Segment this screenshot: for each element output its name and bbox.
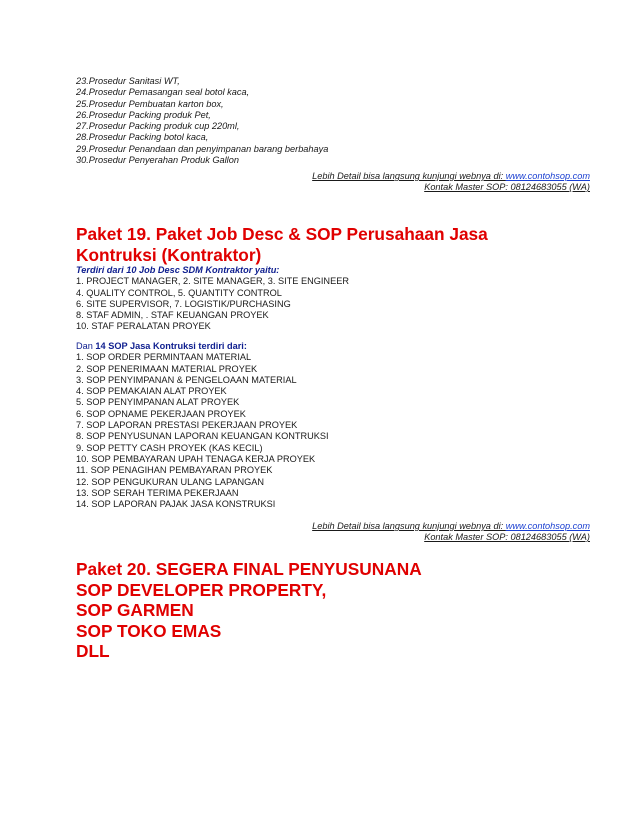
list-item: 23.Prosedur Sanitasi WT, xyxy=(76,76,180,86)
list-item: 8. STAF ADMIN, . STAF KEUANGAN PROYEK xyxy=(76,310,269,321)
list-item: 12. SOP PENGUKURAN ULANG LAPANGAN xyxy=(76,476,265,487)
list-item: 4. QUALITY CONTROL, 5. QUANTITY CONTROL xyxy=(76,287,282,298)
contact-line: Kontak Master SOP: 08124683055 (WA) xyxy=(424,532,590,543)
list-item: 10. STAF PERALATAN PROYEK xyxy=(76,321,211,332)
list-item: 8. SOP PENYUSUNAN LAPORAN KEUANGAN KONTRUKSI xyxy=(76,431,329,442)
list-item: 11. SOP PENAGIHAN PEMBAYARAN PROYEK xyxy=(76,465,273,476)
list-item: 5. SOP PENYIMPANAN ALAT PROYEK xyxy=(76,397,240,408)
list-item: 13. SOP SERAH TERIMA PEKERJAAN xyxy=(76,487,239,498)
website-link[interactable]: www.contohsop.com xyxy=(505,521,590,531)
list-item: 6. SITE SUPERVISOR, 7. LOGISTIK/PURCHASING xyxy=(76,298,291,309)
sop-list xyxy=(76,352,329,510)
list-item: 28.Prosedur Packing botol kaca, xyxy=(76,132,209,143)
heading-line: Paket 20. SEGERA FINAL PENYUSUNANA xyxy=(76,559,422,579)
paket-19-heading: Paket 19. Paket Job Desc & SOP Perusahaan Jasa Kontruksi (Kontraktor) xyxy=(76,224,488,265)
detail-line xyxy=(312,521,590,532)
list-item: 25.Prosedur Pembuatan karton box, xyxy=(76,98,224,109)
list-item: 9. SOP PETTY CASH PROYEK (KAS KECIL) xyxy=(76,442,263,453)
sop-section xyxy=(76,341,329,510)
procedure-list-continued xyxy=(76,76,328,166)
website-link[interactable]: www.contohsop.com xyxy=(505,171,590,181)
paket-20-heading xyxy=(76,559,556,662)
list-item: 14. SOP LAPORAN PAJAK JASA KONSTRUKSI xyxy=(76,499,276,510)
sop-intro-bold: 14 SOP Jasa Kontruksi terdiri dari: xyxy=(95,341,247,351)
heading-line: SOP DEVELOPER PROPERTY, xyxy=(76,579,327,600)
list-item: 24.Prosedur Pemasangan seal botol kaca, xyxy=(76,87,250,98)
heading-line: DLL xyxy=(76,641,110,661)
list-item: 29.Prosedur Penandaan dan penyimpanan barang berbahaya xyxy=(76,143,329,154)
list-item: 10. SOP PEMBAYARAN UPAH TENAGA KERJA PROYEK xyxy=(76,453,316,464)
contact-info-block xyxy=(312,521,590,543)
sop-intro xyxy=(76,341,329,352)
list-item: 1. SOP ORDER PERMINTAAN MATERIAL xyxy=(76,352,252,363)
list-item: 2. SOP PENERIMAAN MATERIAL PROYEK xyxy=(76,363,258,374)
list-item: 4. SOP PEMAKAIAN ALAT PROYEK xyxy=(76,386,227,397)
list-item: 27.Prosedur Packing produk cup 220ml, xyxy=(76,121,240,132)
detail-prefix: Lebih Detail bisa langsung kunjungi webnya di: xyxy=(312,521,506,531)
list-item: 6. SOP OPNAME PEKERJAAN PROYEK xyxy=(76,408,246,419)
detail-line xyxy=(312,171,590,182)
detail-prefix: Lebih Detail bisa langsung kunjungi webnya di: xyxy=(312,171,506,181)
list-item: 30.Prosedur Penyerahan Produk Gallon xyxy=(76,155,239,166)
heading-line: SOP GARMEN xyxy=(76,600,194,620)
list-item: 7. SOP LAPORAN PRESTASI PEKERJAAN PROYEK xyxy=(76,420,298,431)
contact-line: Kontak Master SOP: 08124683055 (WA) xyxy=(424,182,590,193)
list-item: 1. PROJECT MANAGER, 2. SITE MANAGER, 3. SITE ENGINEER xyxy=(76,276,349,287)
contact-info-block xyxy=(312,171,590,193)
list-item: 26.Prosedur Packing produk Pet, xyxy=(76,109,211,120)
list-item: 3. SOP PENYIMPANAN & PENGELOAAN MATERIAL xyxy=(76,374,297,385)
job-desc-list xyxy=(76,276,349,332)
heading-line: SOP TOKO EMAS xyxy=(76,620,222,641)
job-desc-intro: Terdiri dari 10 Job Desc SDM Kontraktor yaitu: xyxy=(76,265,280,275)
job-desc-section xyxy=(76,265,349,333)
sop-intro-prefix: Dan xyxy=(76,341,96,351)
